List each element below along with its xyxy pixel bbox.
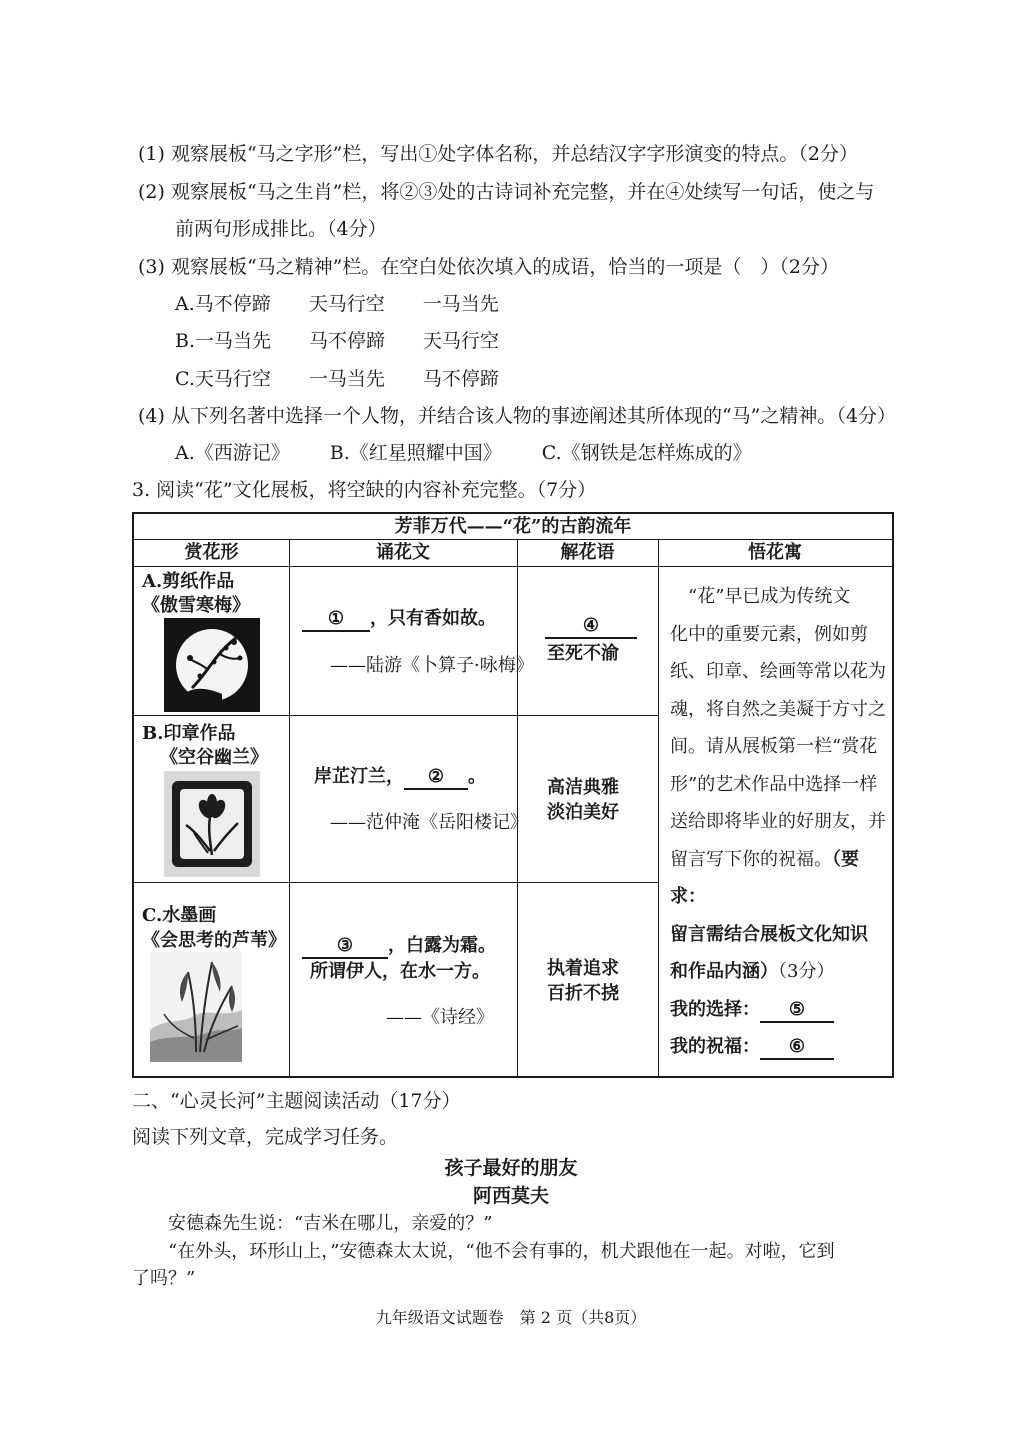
row-a-language: ④ [545,614,637,639]
header-language: 解花语 [560,542,615,563]
row-b-poem: 岸芷汀兰， ② 。 [314,765,486,790]
row-a-poem: ① ，只有香如故。 [302,607,496,632]
papercut-plum-image [164,618,260,712]
header-meaning: 悟花寓 [748,542,802,563]
row-c-poem-1: ③ ，白露为霜。 [302,934,496,959]
question-3: (3) 观察展板“马之精神”栏。在空白处依次填入的成语，恰当的一项是（ ）（2分） [138,256,839,278]
option-b: B.一马当先 马不停蹄 天马行空 [175,330,500,352]
row-b-source: ——范仲淹《岳阳楼记》 [330,812,528,833]
my-choice-blank[interactable]: ⑤ [760,999,834,1023]
article-author: 阿西莫夫 [472,1185,549,1207]
row-c-name: C.水墨画 [142,905,217,926]
my-choice-label: 我的选择： [670,998,760,1020]
row-a-language-text: 至死不渝 [547,643,619,664]
my-wish-blank[interactable]: ⑥ [760,1036,834,1060]
part-2-instruction: 阅读下列文章，完成学习任务。 [132,1126,399,1148]
seal-orchid-image [164,771,260,877]
article-paragraph-2-line-1: “在外头，环形山上，”安德森太太说，“他不会有事的，机犬跟他在一起。对啦，它到 [168,1241,835,1262]
my-wish-label: 我的祝福： [670,1036,760,1057]
row-b-work: 《空谷幽兰》 [160,747,268,768]
article-paragraph-2-line-2: 了吗？” [132,1268,196,1289]
question-2-line-2: 前两句形成排比。（4分） [175,218,387,240]
flower-culture-table [132,512,894,1078]
row-b-name: B.印章作品 [142,723,236,744]
row-b-language-1: 高洁典雅 [547,777,619,798]
row-a-source: ——陆游《卜算子·咏梅》 [330,655,534,676]
book-options: A.《西游记》 B.《红星照耀中国》 C.《钢铁是怎样炼成的》 [175,442,752,464]
page-footer: 九年级语文试题卷 第 2 页（共8页） [375,1308,647,1327]
table-title: 芳菲万代——“花”的古韵流年 [394,516,632,537]
header-text: 诵花文 [376,542,430,563]
row-b-language-2: 淡泊美好 [547,802,619,823]
option-a: A.马不停蹄 天马行空 一马当先 [175,293,499,315]
row-c-poem-2: 所谓伊人，在水一方。 [310,961,490,982]
article-paragraph-1: 安德森先生说：“吉米在哪儿，亲爱的？” [168,1213,493,1234]
question-2-line-1: (2) 观察展板“马之生肖”栏，将②③处的古诗词补充完整，并在④处续写一句话，使之与 [138,181,875,203]
row-c-source: ——《诗经》 [386,1007,494,1028]
ink-reed-painting-image [150,952,242,1062]
row-c-work: 《会思考的芦苇》 [142,930,286,951]
article-title: 孩子最好的朋友 [444,1157,578,1179]
row-c-language-2: 百折不挠 [547,983,619,1004]
question-4: (4) 从下列名著中选择一个人物，并结合该人物的事迹阐述其所体现的“马”之精神。（4分） [138,405,896,427]
section-3-heading: 3. 阅读“花”文化展板，将空缺的内容补充完整。（7分） [132,479,597,501]
header-shape: 赏花形 [184,542,239,563]
question-1: (1) 观察展板“马之字形”栏，写出①处字体名称，并总结汉字字形演变的特点。（2分） [138,143,858,165]
part-2-heading: 二、“心灵长河”主题阅读活动（17分） [132,1090,461,1112]
row-c-language-1: 执着追求 [547,958,619,979]
row-a-name: A.剪纸作品 [142,571,235,592]
row-a-work: 《傲雪寒梅》 [142,595,250,616]
meaning-text: “花”早已成为传统文 化中的重要元素，例如剪 纸、印章、绘画等常以花为 魂，将自然之美凝于方寸之 间。请从展板第一栏“赏花 形”的艺术作品中选择一样 送给即将毕业的好朋友，并 留言写下你的祝福。（要求： 留言需结合展板文化知识 和作品内涵）（3分） 我的选择： ⑤ 我的祝福： ⑥ [670,578,892,1066]
option-c: C.天马行空 一马当先 马不停蹄 [175,368,499,390]
